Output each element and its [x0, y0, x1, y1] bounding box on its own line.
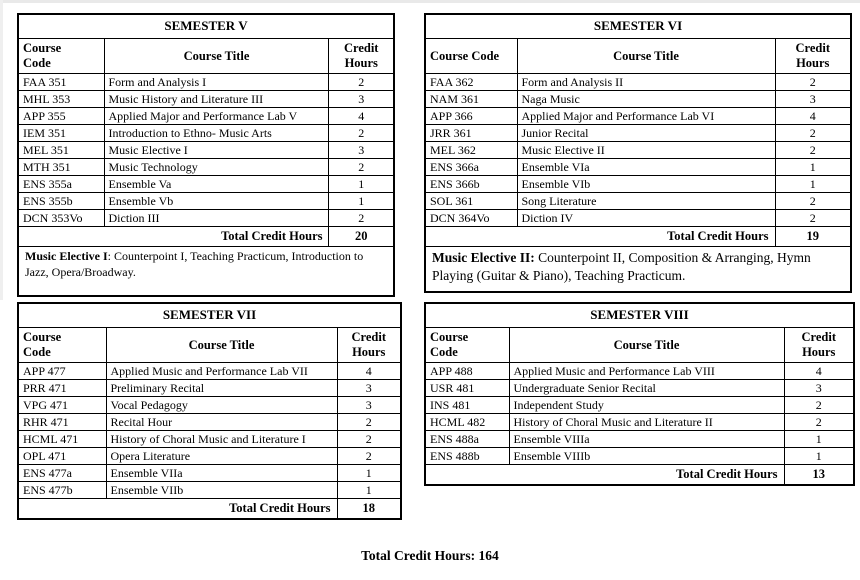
course-code-cell: MEL 362 — [425, 142, 517, 159]
course-row — [425, 193, 851, 210]
course-title-cell: Ensemble Va — [104, 176, 329, 193]
credit-hours-cell: 2 — [775, 142, 851, 159]
course-code-cell: INS 481 — [425, 397, 509, 414]
course-code-cell: HCML 482 — [425, 414, 509, 431]
column-header-course-title: Course Title — [104, 39, 329, 74]
credit-hours-cell: 2 — [337, 448, 401, 465]
course-title-cell: Preliminary Recital — [106, 380, 337, 397]
course-row — [425, 448, 854, 465]
course-row — [425, 380, 854, 397]
semester-title: SEMESTER V — [18, 14, 394, 39]
credit-hours-cell: 4 — [784, 363, 854, 380]
course-title-cell: History of Choral Music and Literature II — [509, 414, 784, 431]
course-row — [18, 397, 401, 414]
course-code-cell: IEM 351 — [18, 125, 104, 142]
total-credit-hours-label: Total Credit Hours — [18, 227, 329, 247]
credit-hours-cell: 3 — [337, 380, 401, 397]
course-code-cell: APP 355 — [18, 108, 104, 125]
course-code-cell: FAA 362 — [425, 74, 517, 91]
course-code-cell: RHR 471 — [18, 414, 106, 431]
credit-hours-cell: 3 — [329, 142, 394, 159]
course-title-cell: Ensemble VIIIa — [509, 431, 784, 448]
course-code-cell: ENS 477b — [18, 482, 106, 499]
semester-title: SEMESTER VII — [18, 303, 401, 328]
course-title-cell: Undergraduate Senior Recital — [509, 380, 784, 397]
course-row — [18, 210, 394, 227]
course-title-cell: Vocal Pedagogy — [106, 397, 337, 414]
credit-hours-cell: 4 — [329, 108, 394, 125]
course-code-cell: DCN 364Vo — [425, 210, 517, 227]
course-row — [18, 74, 394, 91]
credit-hours-cell: 3 — [784, 380, 854, 397]
course-row — [18, 431, 401, 448]
course-row — [18, 465, 401, 482]
semester-title: SEMESTER VI — [425, 14, 851, 39]
course-title-cell: Form and Analysis I — [104, 74, 329, 91]
column-header-course-title: Course Title — [509, 328, 784, 363]
course-row — [425, 159, 851, 176]
music-elective-note-lead: Music Elective II: — [432, 250, 535, 265]
course-title-cell: Opera Literature — [106, 448, 337, 465]
music-elective-note-text: : Counterpoint I, Teaching Practicum, Introduction to Jazz, Opera/Broadway. — [25, 249, 364, 279]
credit-hours-cell: 2 — [329, 159, 394, 176]
course-row — [18, 482, 401, 499]
credit-hours-cell: 3 — [329, 91, 394, 108]
column-header-course-title: Course Title — [517, 39, 775, 74]
total-credit-hours-value: 18 — [337, 499, 401, 520]
course-code-cell: USR 481 — [425, 380, 509, 397]
course-row — [18, 363, 401, 380]
course-title-cell: Music History and Literature III — [104, 91, 329, 108]
course-title-cell: Music Technology — [104, 159, 329, 176]
course-row — [425, 414, 854, 431]
course-title-cell: Recital Hour — [106, 414, 337, 431]
credit-hours-cell: 1 — [784, 431, 854, 448]
credit-hours-cell: 2 — [337, 431, 401, 448]
semester-v-table — [17, 13, 395, 297]
column-header-credit-hours: Credit Hours — [329, 39, 394, 74]
course-title-cell: Applied Major and Performance Lab VI — [517, 108, 775, 125]
course-code-cell: APP 366 — [425, 108, 517, 125]
course-title-cell: Naga Music — [517, 91, 775, 108]
grand-total-credit-hours: Total Credit Hours: 164 — [361, 548, 499, 563]
course-row — [18, 176, 394, 193]
credit-hours-cell: 2 — [784, 414, 854, 431]
credit-hours-cell: 2 — [329, 74, 394, 91]
column-header-course-code: Course Code — [18, 39, 104, 74]
music-elective-note — [18, 247, 394, 297]
credit-hours-cell: 2 — [329, 125, 394, 142]
course-title-cell: Form and Analysis II — [517, 74, 775, 91]
semester-table-grid — [17, 13, 395, 297]
credit-hours-cell: 2 — [337, 414, 401, 431]
column-header-credit-hours: Credit Hours — [784, 328, 854, 363]
course-row — [18, 159, 394, 176]
credit-hours-cell: 1 — [337, 465, 401, 482]
credit-hours-cell: 2 — [784, 397, 854, 414]
course-title-cell: Independent Study — [509, 397, 784, 414]
course-title-cell: Music Elective II — [517, 142, 775, 159]
column-header-course-title: Course Title — [106, 328, 337, 363]
total-credit-hours-value: 20 — [329, 227, 394, 247]
music-elective-note-text: Counterpoint II, Composition & Arranging, Hymn Playing (Guitar & Piano), Teaching Practicum. — [432, 250, 811, 283]
course-row — [18, 414, 401, 431]
credit-hours-cell: 2 — [775, 193, 851, 210]
semester-table-grid — [424, 13, 852, 293]
course-code-cell: ENS 355a — [18, 176, 104, 193]
semester-vi-table — [424, 13, 852, 293]
course-row — [18, 91, 394, 108]
course-title-cell: Applied Music and Performance Lab VII — [106, 363, 337, 380]
course-title-cell: History of Choral Music and Literature I — [106, 431, 337, 448]
course-row — [425, 397, 854, 414]
course-row — [18, 125, 394, 142]
course-code-cell: ENS 477a — [18, 465, 106, 482]
course-row — [18, 142, 394, 159]
credit-hours-cell: 1 — [784, 448, 854, 465]
course-row — [18, 448, 401, 465]
course-code-cell: SOL 361 — [425, 193, 517, 210]
course-row — [425, 125, 851, 142]
course-title-cell: Diction IV — [517, 210, 775, 227]
course-code-cell: MEL 351 — [18, 142, 104, 159]
semester-vii-table — [17, 302, 402, 520]
credit-hours-cell: 3 — [337, 397, 401, 414]
course-title-cell: Applied Music and Performance Lab VIII — [509, 363, 784, 380]
music-elective-note-lead: Music Elective I — [25, 249, 108, 263]
course-title-cell: Ensemble VIIb — [106, 482, 337, 499]
semester-title: SEMESTER VIII — [425, 303, 854, 328]
course-title-cell: Ensemble Vb — [104, 193, 329, 210]
course-code-cell: MHL 353 — [18, 91, 104, 108]
credit-hours-cell: 2 — [775, 125, 851, 142]
course-code-cell: ENS 488a — [425, 431, 509, 448]
credit-hours-cell: 1 — [337, 482, 401, 499]
course-code-cell: ENS 488b — [425, 448, 509, 465]
course-row — [425, 176, 851, 193]
credit-hours-cell: 1 — [329, 176, 394, 193]
course-title-cell: Ensemble VIb — [517, 176, 775, 193]
credit-hours-cell: 2 — [775, 210, 851, 227]
course-row — [18, 108, 394, 125]
course-title-cell: Music Elective I — [104, 142, 329, 159]
semester-table-grid — [17, 302, 402, 520]
course-code-cell: JRR 361 — [425, 125, 517, 142]
course-row — [425, 91, 851, 108]
credit-hours-cell: 4 — [337, 363, 401, 380]
credit-hours-cell: 4 — [775, 108, 851, 125]
credit-hours-cell: 2 — [329, 210, 394, 227]
course-title-cell: Ensemble VIIa — [106, 465, 337, 482]
course-title-cell: Junior Recital — [517, 125, 775, 142]
course-row — [425, 108, 851, 125]
column-header-course-code: Course Code — [425, 328, 509, 363]
course-title-cell: Ensemble VIa — [517, 159, 775, 176]
course-code-cell: ENS 366b — [425, 176, 517, 193]
course-code-cell: APP 477 — [18, 363, 106, 380]
course-code-cell: OPL 471 — [18, 448, 106, 465]
course-title-cell: Song Literature — [517, 193, 775, 210]
scan-edge-left — [0, 0, 3, 300]
column-header-credit-hours: Credit Hours — [775, 39, 851, 74]
course-title-cell: Applied Major and Performance Lab V — [104, 108, 329, 125]
column-header-credit-hours: Credit Hours — [337, 328, 401, 363]
course-title-cell: Introduction to Ethno- Music Arts — [104, 125, 329, 142]
scan-edge-top — [0, 0, 860, 3]
course-code-cell: ENS 366a — [425, 159, 517, 176]
credit-hours-cell: 3 — [775, 91, 851, 108]
semester-viii-table — [424, 302, 855, 486]
total-credit-hours-label: Total Credit Hours — [18, 499, 337, 520]
course-row — [425, 431, 854, 448]
course-row — [425, 142, 851, 159]
course-code-cell: DCN 353Vo — [18, 210, 104, 227]
course-row — [425, 74, 851, 91]
credit-hours-cell: 1 — [775, 176, 851, 193]
course-code-cell: MTH 351 — [18, 159, 104, 176]
course-code-cell: VPG 471 — [18, 397, 106, 414]
course-title-cell: Ensemble VIIIb — [509, 448, 784, 465]
total-credit-hours-label: Total Credit Hours — [425, 227, 775, 247]
total-credit-hours-value: 19 — [775, 227, 851, 247]
total-credit-hours-label: Total Credit Hours — [425, 465, 784, 486]
course-row — [18, 193, 394, 210]
course-code-cell: NAM 361 — [425, 91, 517, 108]
course-code-cell: FAA 351 — [18, 74, 104, 91]
course-code-cell: HCML 471 — [18, 431, 106, 448]
course-row — [18, 380, 401, 397]
course-row — [425, 363, 854, 380]
course-code-cell: PRR 471 — [18, 380, 106, 397]
music-elective-note — [425, 247, 851, 293]
course-code-cell: ENS 355b — [18, 193, 104, 210]
credit-hours-cell: 1 — [775, 159, 851, 176]
course-code-cell: APP 488 — [425, 363, 509, 380]
credit-hours-cell: 1 — [329, 193, 394, 210]
column-header-course-code: Course Code — [425, 39, 517, 74]
credit-hours-cell: 2 — [775, 74, 851, 91]
semester-table-grid — [424, 302, 855, 486]
total-credit-hours-value: 13 — [784, 465, 854, 486]
column-header-course-code: Course Code — [18, 328, 106, 363]
course-title-cell: Diction III — [104, 210, 329, 227]
course-row — [425, 210, 851, 227]
